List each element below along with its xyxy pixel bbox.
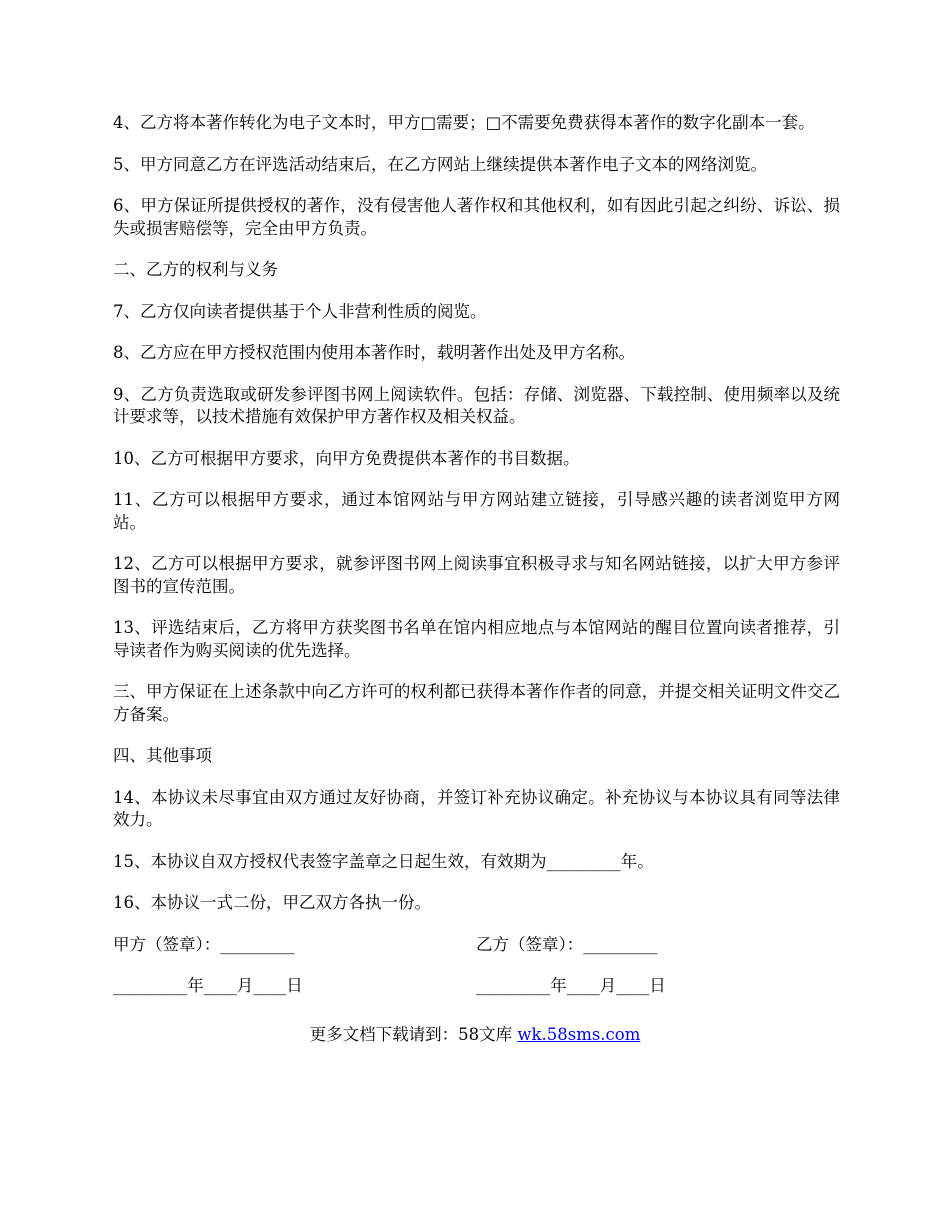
section-heading-guarantee: 三、甲方保证在上述条款中向乙方许可的权利都已获得本著作作者的同意，并提交相关证明文件交乙方备案。 xyxy=(113,682,840,724)
clause-16: 16、本协议一式二份，甲乙双方各执一份。 xyxy=(113,893,431,912)
clause-11: 11、乙方可以根据甲方要求，通过本馆网站与甲方网站建立链接，引导感兴趣的读者浏览甲方网站。 xyxy=(113,490,840,532)
document-body xyxy=(113,112,840,1016)
footer xyxy=(0,1024,950,1047)
clause-9: 9、乙方负责选取或研发参评图书网上阅读软件。包括：存储、浏览器、下载控制、使用频率以及统计要求等，以技术措施有效保护甲方著作权及相关权益。 xyxy=(113,384,840,426)
clause-12: 12、乙方可以根据甲方要求，就参评图书网上阅读事宜积极寻求与知名网站链接，以扩大甲方参评图书的宣传范围。 xyxy=(113,554,840,596)
party-b-signature: 乙方（签章）：_________ xyxy=(476,934,658,954)
clause-15: 15、本协议自双方授权代表签字盖章之日起生效，有效期为_________年。 xyxy=(113,851,654,871)
party-b-date: _________年____月____日 xyxy=(476,975,666,995)
signature-row xyxy=(113,934,840,957)
clause-8: 8、乙方应在甲方授权范围内使用本著作时，载明著作出处及甲方名称。 xyxy=(113,343,635,362)
party-a-signature: 甲方（签章）：_________ xyxy=(113,934,295,954)
clause-7: 7、乙方仅向读者提供基于个人非营利性质的阅览。 xyxy=(113,301,487,321)
date-row xyxy=(113,975,840,998)
party-a-date: _________年____月____日 xyxy=(113,975,303,995)
clause-10: 10、乙方可根据甲方要求，向甲方免费提供本著作的书目数据。 xyxy=(113,448,580,468)
clause-14: 14、本协议未尽事宜由双方通过友好协商，并签订补充协议确定。补充协议与本协议具有同等法律效力。 xyxy=(113,787,840,829)
clause-13: 13、评选结束后，乙方将甲方获奖图书名单在馆内相应地点与本馆网站的醒目位置向读者推荐，引导读者作为购买阅读的优先选择。 xyxy=(113,618,840,660)
clause-6: 6、甲方保证所提供授权的著作，没有侵害他人著作权和其他权利，如有因此引起之纠纷、诉讼、损失或损害赔偿等，完全由甲方负责。 xyxy=(113,196,840,238)
footer-link[interactable]: wk.58sms.com xyxy=(517,1025,641,1044)
clause-4: 4、乙方将本著作转化为电子文本时，甲方□需要；□不需要免费获得本著作的数字化副本一套。 xyxy=(113,113,815,132)
clause-5: 5、甲方同意乙方在评选活动结束后，在乙方网站上继续提供本著作电子文本的网络浏览。 xyxy=(113,154,767,174)
footer-text: 更多文档下载请到：58文库 xyxy=(309,1025,518,1044)
section-heading-other: 四、其他事项 xyxy=(113,746,212,765)
section-heading-party-b: 二、乙方的权利与义务 xyxy=(113,260,278,279)
